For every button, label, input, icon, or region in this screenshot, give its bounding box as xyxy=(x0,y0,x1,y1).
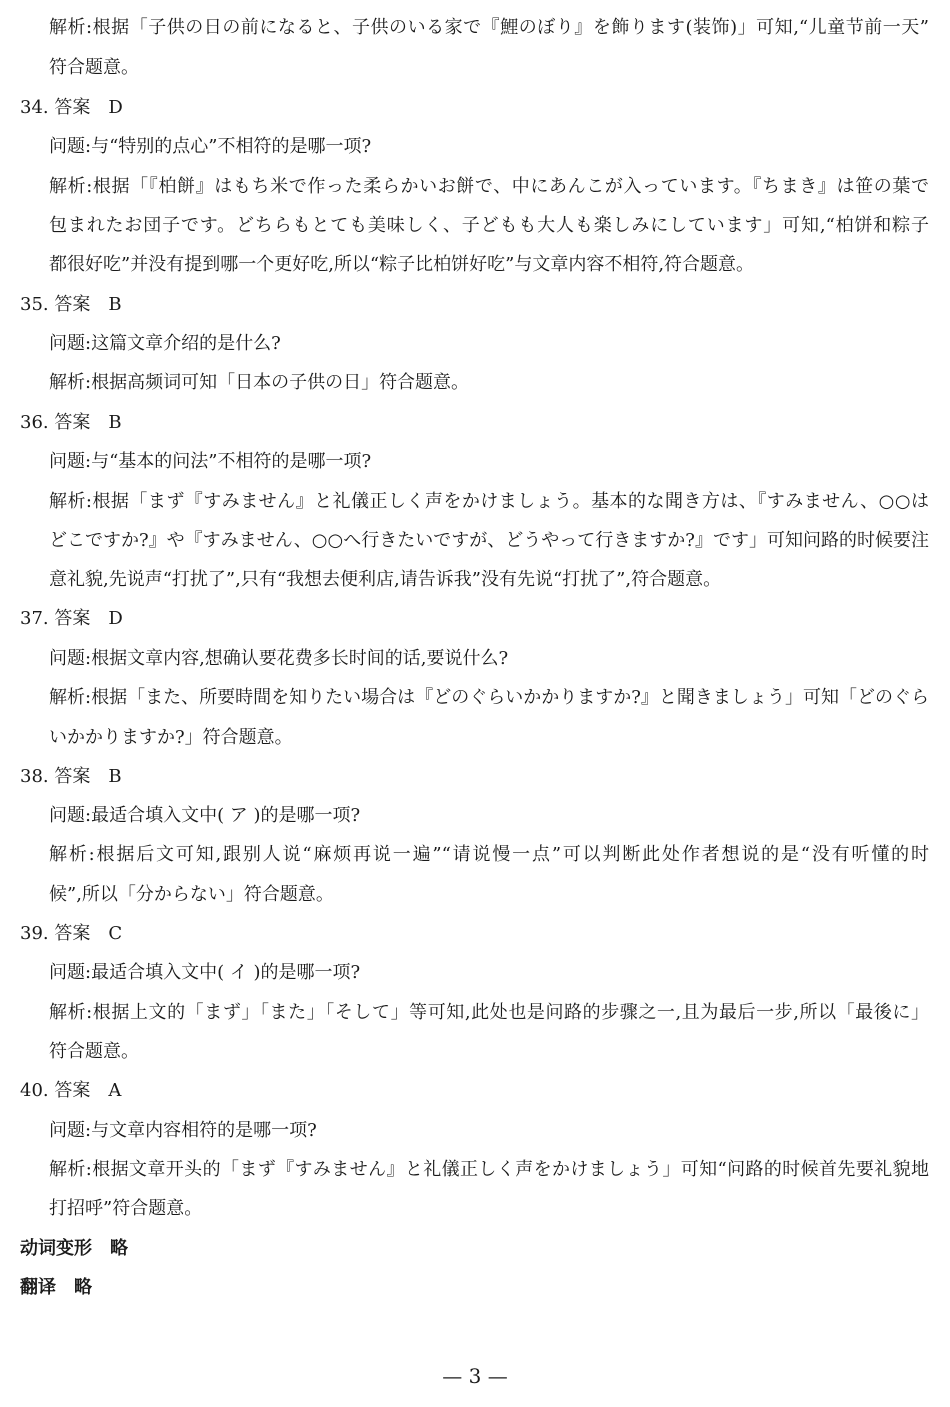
analysis-line: 解析:根据文章开头的「まず『すみません』と礼儀正しく声をかけましょう」可知“问路的时候首先要礼貌地 xyxy=(49,1159,929,1180)
answer-38: 38. 答案 B xyxy=(20,766,122,787)
answer-35: 35. 答案 B xyxy=(20,294,122,315)
question-line: 问题:这篇文章介绍的是什么? xyxy=(49,333,281,354)
question-line: 问题:与“基本的问法”不相符的是哪一项? xyxy=(49,451,372,472)
analysis-line: 符合题意。 xyxy=(49,1041,139,1062)
question-line: 问题:最适合填入文中( イ )的是哪一项? xyxy=(49,962,361,983)
answer-40: 40. 答案 A xyxy=(20,1080,122,1101)
translation-heading: 翻译 略 xyxy=(20,1277,92,1298)
analysis-line: 打招呼”符合题意。 xyxy=(49,1198,203,1219)
answer-34: 34. 答案 D xyxy=(20,97,123,118)
question-line: 问题:最适合填入文中( ア )的是哪一项? xyxy=(49,805,361,826)
analysis-line: 解析:根据高频词可知「日本の子供の日」符合题意。 xyxy=(49,372,470,393)
analysis-line: 解析:根据「まず『すみません』と礼儀正しく声をかけましょう。基本的な聞き方は、『すみません、○○は xyxy=(49,491,929,512)
verb-conjugation-heading: 动词变形 略 xyxy=(20,1238,128,1259)
question-line: 问题:与“特别的点心”不相符的是哪一项? xyxy=(49,136,372,157)
analysis-line: 包まれたお団子です。どちらもとても美味しく、子どもも大人も楽しみにしています」可知,“柏饼和粽子 xyxy=(49,215,929,236)
analysis-line: いかかりますか?」符合题意。 xyxy=(49,727,293,748)
question-line: 问题:根据文章内容,想确认要花费多长时间的话,要说什么? xyxy=(49,648,509,669)
analysis-line: 意礼貌,先说声“打扰了”,只有“我想去便利店,请告诉我”没有先说“打扰了”,符合题意。 xyxy=(49,569,722,590)
analysis-line: どこですか?』や『すみません、○○へ行きたいですが、どうやって行きますか?』です」可知问路的时候要注 xyxy=(49,530,929,551)
analysis-line: 解析:根据「また、所要時間を知りたい場合は『どのぐらいかかりますか?』と聞きましょう」可知「どのぐら xyxy=(49,687,929,708)
analysis-line: 解析:根据上文的「まず」「また」「そして」等可知,此处也是问路的步骤之一,且为最后一步,所以「最後に」 xyxy=(49,1002,929,1023)
answer-39: 39. 答案 C xyxy=(20,923,123,944)
page-number: — 3 — xyxy=(442,1364,508,1388)
analysis-line: 解析:根据「『柏餅』はもち米で作った柔らかいお餅で、中にあんこが入っています。『ちまき』は笹の葉で xyxy=(49,176,929,197)
analysis-line: 都很好吃”并没有提到哪一个更好吃,所以“粽子比柏饼好吃”与文章内容不相符,符合题意。 xyxy=(49,254,755,275)
question-line: 问题:与文章内容相符的是哪一项? xyxy=(49,1120,317,1141)
answer-37: 37. 答案 D xyxy=(20,608,123,629)
answer-36: 36. 答案 B xyxy=(20,412,122,433)
analysis-line: 解析:根据「子供の日の前になると、子供のいる家で『鯉のぼり』を飾ります(装饰)」可知,“儿童节前一天” xyxy=(49,17,929,38)
analysis-line: 候”,所以「分からない」符合题意。 xyxy=(49,884,334,905)
analysis-line: 解析:根据后文可知,跟别人说“麻烦再说一遍”“请说慢一点”可以判断此处作者想说的是“没有听懂的时 xyxy=(49,844,929,865)
analysis-line: 符合题意。 xyxy=(49,57,139,78)
